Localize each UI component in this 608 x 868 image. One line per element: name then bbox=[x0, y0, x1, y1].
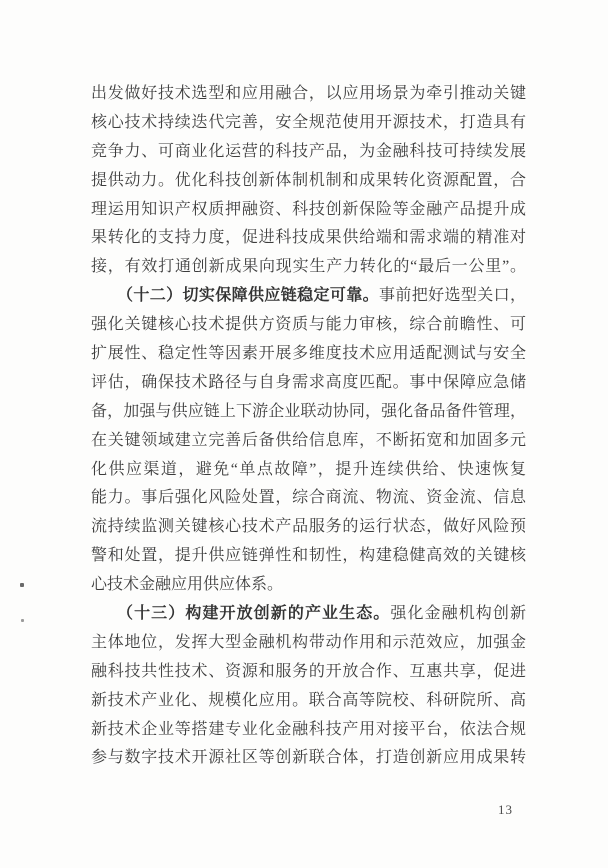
text-segment: 参与数字技术开源社区等创新联合体，打造创新应用成果转 bbox=[91, 749, 526, 767]
text-segment: 强化关键核心技术提供方资质与能力审核，综合前瞻性、可 bbox=[91, 316, 526, 334]
text-line bbox=[91, 513, 526, 542]
text-line bbox=[91, 484, 526, 513]
text-line bbox=[91, 542, 526, 571]
text-line bbox=[91, 456, 526, 485]
text-segment: 新技术产业化、规模化应用。联合高等院校、科研院所、高 bbox=[91, 691, 526, 709]
text-segment: 果转化的支持力度，促进科技成果供给端和需求端的精准对 bbox=[91, 229, 526, 247]
text-segment: 评估，确保技术路径与自身需求高度匹配。事中保障应急储 bbox=[91, 373, 526, 391]
text-line bbox=[91, 716, 526, 745]
text-line bbox=[91, 369, 526, 398]
text-segment: 强化金融机构创新 bbox=[390, 605, 526, 623]
text-line bbox=[91, 253, 526, 282]
text-line bbox=[91, 687, 526, 716]
text-segment: 在关键领域建立完善后备供给信息库，不断拓宽和加固多元 bbox=[91, 431, 526, 449]
text-line bbox=[91, 109, 526, 138]
text-line bbox=[91, 196, 526, 225]
text-line bbox=[91, 138, 526, 167]
text-segment: 警和处置，提升供应链弹性和韧性，构建稳健高效的关键核 bbox=[91, 547, 526, 565]
text-line bbox=[91, 282, 526, 311]
text-segment: 能力。事后强化风险处置，综合商流、物流、资金流、信息 bbox=[91, 489, 526, 507]
text-line bbox=[91, 398, 526, 427]
text-segment: 核心技术持续迭代完善，安全规范使用开源技术，打造具有 bbox=[91, 113, 526, 131]
text-segment: 接，有效打通创新成果向现实生产力转化的“最后一公里”。 bbox=[91, 258, 526, 276]
text-line bbox=[91, 224, 526, 253]
text-segment: 扩展性、稳定性等因素开展多维度技术应用适配测试与安全 bbox=[91, 345, 526, 363]
margin-speck-1 bbox=[20, 583, 24, 587]
text-segment: 理运用知识产权质押融资、科技创新保险等金融产品提升成 bbox=[91, 200, 526, 218]
text-line bbox=[91, 427, 526, 456]
text-segment: 竞争力、可商业化运营的科技产品，为金融科技可持续发展 bbox=[91, 142, 526, 160]
text-line bbox=[91, 629, 526, 658]
text-line bbox=[91, 311, 526, 340]
text-segment: 事前把好选型关口， bbox=[378, 287, 526, 305]
text-segment: 出发做好技术选型和应用融合，以应用场景为牵引推动关键 bbox=[91, 85, 526, 102]
text-line bbox=[91, 340, 526, 369]
body-text bbox=[91, 80, 526, 773]
text-segment: 化供应渠道，避免“单点故障”，提升连续供给、快速恢复 bbox=[91, 460, 526, 478]
section-heading-segment: （十三）构建开放创新的产业生态。 bbox=[117, 605, 391, 623]
text-segment: 备，加强与供应链上下游企业联动协同，强化备品备件管理， bbox=[91, 402, 526, 420]
margin-speck-2 bbox=[21, 619, 24, 622]
text-segment: 提供动力。优化科技创新体制机制和成果转化资源配置，合 bbox=[91, 171, 526, 189]
text-line bbox=[91, 658, 526, 687]
text-segment: 流持续监测关键核心技术产品服务的运行状态，做好风险预 bbox=[91, 518, 526, 536]
text-segment: 心技术金融应用供应体系。 bbox=[91, 576, 284, 594]
text-segment: 融科技共性技术、资源和服务的开放合作、互惠共享，促进 bbox=[91, 662, 526, 680]
text-line bbox=[91, 167, 526, 196]
page-number: 13 bbox=[498, 802, 513, 817]
text-line bbox=[91, 80, 526, 109]
section-heading-segment: （十二）切实保障供应链稳定可靠。 bbox=[117, 287, 379, 305]
text-line bbox=[91, 571, 526, 600]
text-segment: 主体地位，发挥大型金融机构带动作用和示范效应，加强金 bbox=[91, 633, 526, 651]
text-segment: 新技术企业等搭建专业化金融科技产用对接平台，依法合规 bbox=[91, 720, 526, 738]
text-line bbox=[91, 744, 526, 773]
text-line bbox=[91, 600, 526, 629]
